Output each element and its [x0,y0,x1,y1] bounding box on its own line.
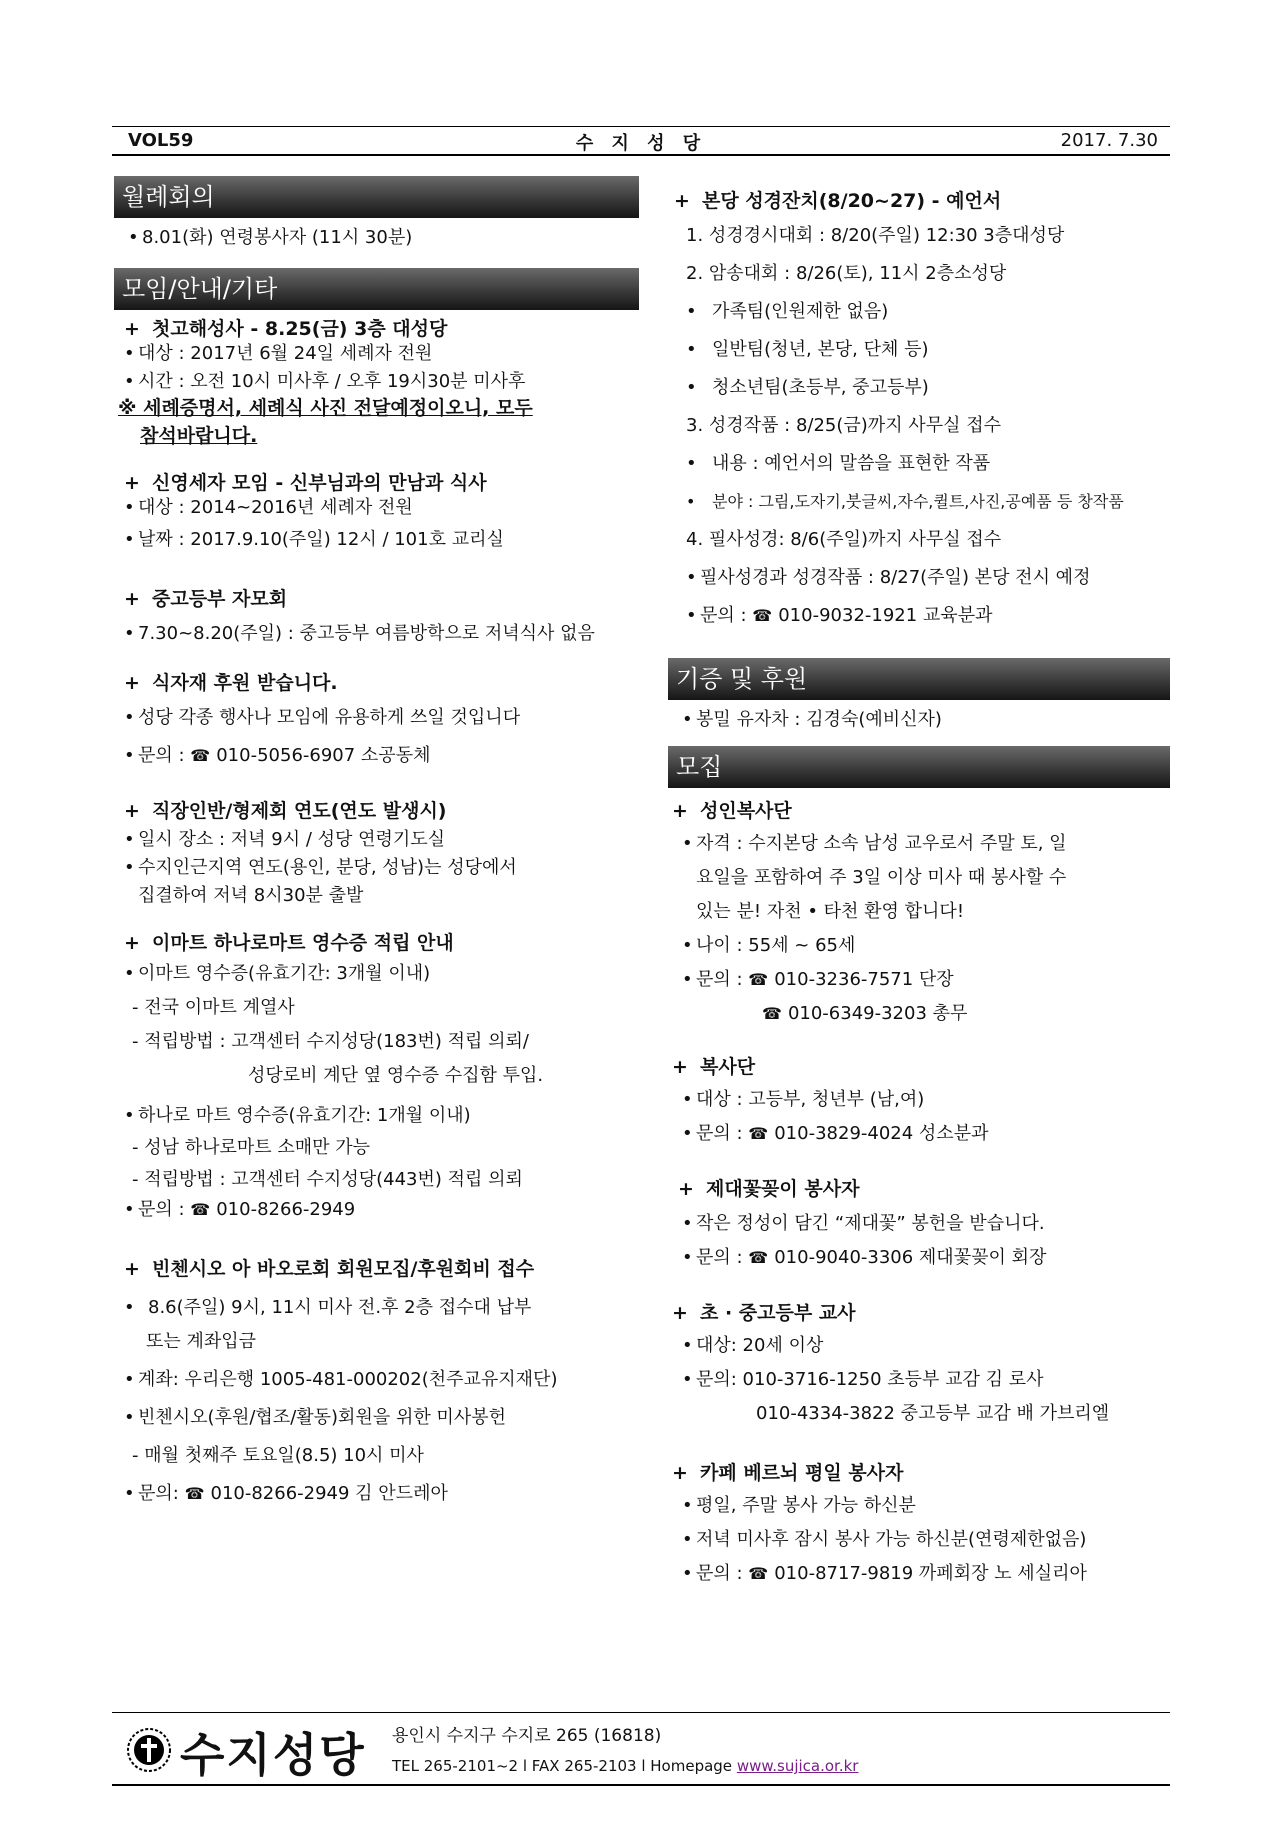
subheading-workers: + 직장인반/형제회 연도(연도 발생시) [124,800,447,822]
list-item: • 청소년팀(초등부, 중고등부) [686,377,929,398]
section-bar-monthly: 월례회의 [114,176,639,218]
section-bar-donation: 기증 및 후원 [668,658,1170,700]
list-item: • 대상 : 고등부, 청년부 (남,여) [682,1089,925,1110]
bullet-icon: • [686,301,697,322]
right-column [668,176,1170,1586]
list-item: • 이마트 영수증(유효기간: 3개월 이내) [124,963,431,984]
bullet-icon: • [682,1247,693,1268]
list-item: • 성당 각종 행사나 모임에 유용하게 쓰일 것입니다 [124,707,521,728]
list-item: • 일반팀(청년, 본당, 단체 등) [686,339,929,360]
contact-line: • 문의: ☎ 010-8266-2949 김 안드레아 [124,1483,448,1504]
list-item-continued: 집결하여 저녁 8시30분 출발 [138,885,364,906]
bullet-icon: • [682,1213,693,1234]
plus-icon: + [124,318,140,340]
list-item: • 대상 : 2017년 6월 24일 세례자 전원 [124,343,433,364]
plus-icon: + [124,800,140,822]
homepage-link[interactable]: www.sujica.or.kr [736,1757,859,1775]
list-item: • 빈첸시오(후원/협조/활동)회원을 위한 미사봉헌 [124,1407,506,1428]
bullet-icon: • [682,1089,693,1110]
contact-line: • 문의 : ☎ 010-8717-9819 까페회장 노 세실리아 [682,1563,1087,1584]
subheading-confession: + 첫고해성사 - 8.25(금) 3층 대성당 [124,318,448,340]
masthead-title: 수 지 성 당 [575,133,707,154]
list-item: • 대상 : 2014~2016년 세례자 전원 [124,497,413,518]
phone-icon: ☎ [748,1124,769,1143]
brand-name: 수지성당 [180,1728,366,1782]
list-item: • 하나로 마트 영수증(유효기간: 1개월 이내) [124,1105,471,1126]
bullet-icon: • [124,497,135,518]
bullet-icon: • [124,1369,135,1390]
list-item: • 일시 장소 : 저녁 9시 / 성당 연령기도실 [124,829,446,850]
list-item: • 대상: 20세 이상 [682,1335,824,1356]
bullet-icon: • [686,377,697,398]
phone-icon: ☎ [752,606,773,625]
list-item: • 필사성경과 성경작품 : 8/27(주일) 본당 전시 예정 [686,567,1091,588]
list-item: • 8.01(화) 연령봉사자 (11시 30분) [128,227,413,248]
contact-line: • 문의 : ☎ 010-9040-3306 제대꽃꽂이 회장 [682,1247,1047,1268]
bullet-icon: • [124,829,135,850]
plus-icon: + [678,1178,694,1200]
bullet-icon: • [686,339,697,360]
bullet-icon: • [124,1105,135,1126]
bullet-icon: • [124,529,135,550]
plus-icon: + [674,190,690,212]
plus-icon: + [672,1056,688,1078]
bullet-icon: • [686,453,697,474]
bullet-icon: • [124,1483,135,1504]
bullet-icon: • [682,1369,693,1390]
plus-icon: + [672,800,688,822]
bullet-icon: • [124,1407,135,1428]
plus-icon: + [124,472,140,494]
list-item: • 자격 : 수지본당 소속 남성 교우로서 주말 토, 일 [682,833,1067,854]
list-item: - 적립방법 : 고객센터 수지성당(443번) 적립 의뢰 [132,1169,523,1190]
list-item-continued: 요일을 포함하여 주 3일 이상 미사 때 봉사할 수 [696,867,1067,888]
left-column [114,176,639,1506]
contact-line: • 문의: 010-3716-1250 초등부 교감 김 로사 [682,1369,1044,1390]
list-item: - 전국 이마트 계열사 [132,997,295,1018]
bullet-icon: • [124,343,135,364]
contact-line: • 문의 : ☎ 010-9032-1921 교육분과 [686,605,993,626]
bullet-icon: • [124,1297,135,1318]
list-item: • 계좌: 우리은행 1005-481-000202(천주교유지재단) [124,1369,558,1390]
list-item: • 7.30~8.20(주일) : 중고등부 여름방학으로 저녁식사 없음 [124,623,595,644]
address: 용인시 수지구 수지로 265 (16818) [392,1726,662,1746]
subheading-parents: + 중고등부 자모회 [124,588,288,610]
contact-line: • 문의 : ☎ 010-5056-6907 소공동체 [124,745,431,766]
masthead [112,126,1170,156]
subheading-food: + 식자재 후원 받습니다. [124,672,338,694]
plus-icon: + [124,672,140,694]
list-item: • 내용 : 예언서의 말씀을 표현한 작품 [686,453,991,474]
list-item: 2. 암송대회 : 8/26(토), 11시 2층소성당 [686,263,1007,284]
plus-icon: + [672,1302,688,1324]
subheading-bible: + 본당 성경잔치(8/20~27) - 예언서 [674,190,1002,212]
bullet-icon: • [124,963,135,984]
list-item: • 작은 정성이 담긴 “제대꽃” 봉헌을 받습니다. [682,1213,1045,1234]
phone-icon: ☎ [184,1484,205,1503]
list-item: • 저녁 미사후 잠시 봉사 가능 하신분(연령제한없음) [682,1529,1087,1550]
plus-icon: + [124,932,140,954]
bullet-icon: • [686,567,697,588]
notice-line: 참석바랍니다. [140,425,258,447]
footer [112,1712,1170,1786]
list-item: • 시간 : 오전 10시 미사후 / 오후 19시30분 미사후 [124,371,526,392]
notice-line: ※ 세례증명서, 세례식 사진 전달예정이오니, 모두 [118,397,533,419]
section-bar-recruit: 모집 [668,746,1170,788]
subheading-adult-servers: + 성인복사단 [672,800,792,822]
bullet-icon: • [686,605,697,626]
bullet-icon: • [682,833,693,854]
list-item-continued: 있는 분! 자천 • 타천 환영 합니다! [696,901,965,922]
church-logo-icon [126,1727,172,1773]
phone-icon: ☎ [748,1248,769,1267]
bullet-icon: • [682,709,693,730]
bullet-icon: • [128,227,139,248]
bullet-icon: • [124,623,135,644]
bullet-icon: • [124,371,135,392]
issue-date: 2017. 7.30 [1060,130,1158,151]
contact-line: 010-4334-3822 중고등부 교감 배 가브리엘 [756,1403,1110,1424]
bullet-icon: • [682,1495,693,1516]
list-item: • 분야 : 그림,도자기,붓글씨,자수,퀼트,사진,공예품 등 창작품 [686,490,1170,514]
subheading-cafe: + 카페 베르뇌 평일 봉사자 [672,1462,904,1484]
bullet-icon: • [682,1529,693,1550]
subheading-servers: + 복사단 [672,1056,756,1078]
plus-icon: + [124,1258,140,1280]
list-item: - 성남 하나로마트 소매만 가능 [132,1137,371,1158]
bullet-icon: • [682,1563,693,1584]
list-item: 4. 필사성경: 8/6(주일)까지 사무실 접수 [686,529,1002,550]
list-item-continued: 또는 계좌입금 [146,1331,257,1352]
list-item: • 날짜 : 2017.9.10(주일) 12시 / 101호 교리실 [124,529,504,550]
list-item: • 봉밀 유자차 : 김경숙(예비신자) [682,709,942,730]
subheading-vincent: + 빈첸시오 아 바오로회 회원모집/후원회비 접수 [124,1258,535,1280]
subheading-flower: + 제대꽃꽂이 봉사자 [678,1178,860,1200]
list-item: • 평일, 주말 봉사 가능 하신분 [682,1495,916,1516]
bullet-icon: • [686,492,696,511]
subheading-teachers: + 초 · 중고등부 교사 [672,1302,856,1324]
list-item: - 적립방법 : 고객센터 수지성당(183번) 적립 의뢰/ [132,1031,529,1052]
bullet-icon: • [124,857,135,878]
phone-icon: ☎ [748,1564,769,1583]
plus-icon: + [672,1462,688,1484]
bullet-icon: • [682,1335,693,1356]
list-item: • 수지인근지역 연도(용인, 분당, 성남)는 성당에서 [124,857,517,878]
bullet-icon: • [682,969,693,990]
phone-icon: ☎ [190,1200,211,1219]
bullet-icon: • [124,745,135,766]
subheading-neophyte: + 신영세자 모임 - 신부님과의 만남과 식사 [124,472,487,494]
volume-number: VOL59 [128,130,194,151]
contact-line: • 문의 : ☎ 010-3829-4024 성소분과 [682,1123,989,1144]
bullet-icon: • [682,935,693,956]
bullet-icon: • [682,1123,693,1144]
list-item: • 8.6(주일) 9시, 11시 미사 전.후 2층 접수대 납부 [124,1297,532,1318]
contact-line: • 문의 : ☎ 010-8266-2949 [124,1199,356,1220]
section-bar-meeting: 모임/안내/기타 [114,268,639,310]
list-item: 1. 성경경시대회 : 8/20(주일) 12:30 3층대성당 [686,225,1065,246]
list-item: 3. 성경작품 : 8/25(금)까지 사무실 접수 [686,415,1001,436]
phone-icon: ☎ [762,1004,782,1023]
list-item: • 가족팀(인원제한 없음) [686,301,889,322]
subheading-emart: + 이마트 하나로마트 영수증 적립 안내 [124,932,454,954]
list-item: • 나이 : 55세 ~ 65세 [682,935,856,956]
bullet-icon: • [124,1199,135,1220]
phone-icon: ☎ [748,970,769,989]
list-item: - 매월 첫째주 토요일(8.5) 10시 미사 [132,1445,424,1466]
plus-icon: + [124,588,140,610]
phone-icon: ☎ [190,746,211,765]
contact-info: TEL 265-2101~2 l FAX 265-2103 l Homepage www.sujica.or.kr [392,1757,859,1775]
contact-line: • 문의 : ☎ 010-3236-7571 단장 [682,969,954,990]
list-item-continued: 성당로비 계단 옆 영수증 수집함 투입. [248,1065,544,1086]
contact-line: ☎ 010-6349-3203 총무 [762,1003,968,1024]
bullet-icon: • [124,707,135,728]
